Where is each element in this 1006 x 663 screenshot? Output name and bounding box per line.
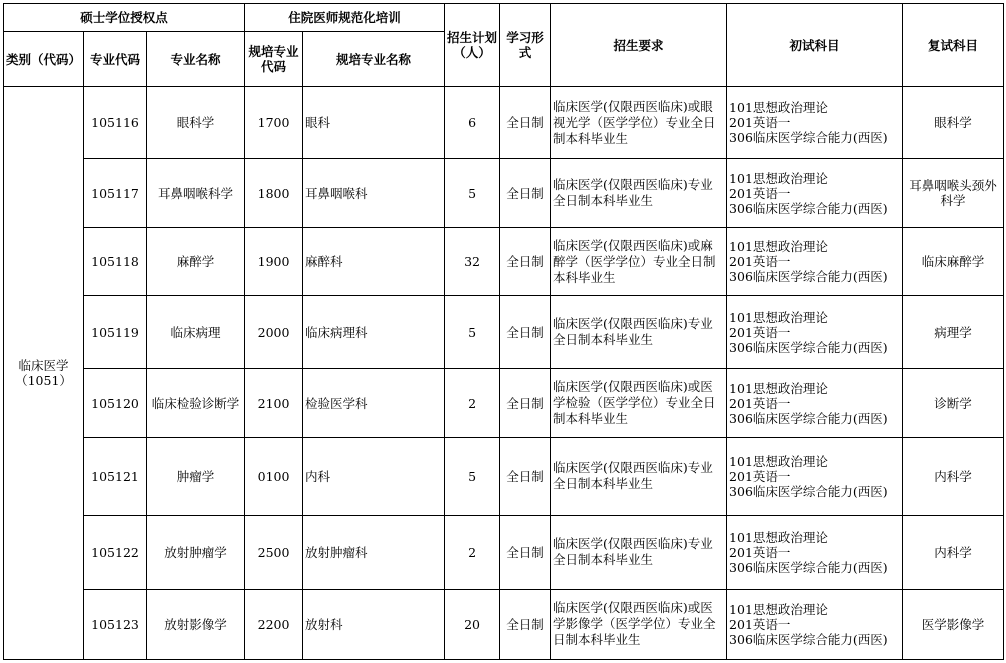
exam-subject: 101思想政治理论 [729, 453, 828, 469]
exam-subject: 306临床医学综合能力(西医) [729, 269, 888, 285]
retest-subject: 医学影像学 [903, 589, 1004, 659]
requirements: 临床医学(仅限西医临床)或医学影像学（医学学位）专业全日制本科毕业生 [551, 589, 727, 659]
header-degree-group: 硕士学位授权点 [4, 4, 245, 32]
major-code: 105118 [84, 228, 147, 296]
retest-subject: 眼科学 [903, 87, 1004, 159]
training-name: 放射科 [303, 589, 445, 659]
retest-subject: 病理学 [903, 296, 1004, 369]
retest-subject: 内科学 [903, 515, 1004, 589]
exam-subject: 306临床医学综合能力(西医) [729, 631, 888, 647]
exam-subject: 306临床医学综合能力(西医) [729, 483, 888, 499]
major-name: 耳鼻咽喉科学 [147, 159, 245, 228]
training-code: 2500 [245, 515, 303, 589]
header-requirements: 招生要求 [551, 4, 727, 87]
plan-count: 32 [445, 228, 500, 296]
study-mode: 全日制 [500, 589, 551, 659]
training-name: 麻醉科 [303, 228, 445, 296]
major-code: 105119 [84, 296, 147, 369]
exam-subject: 201英语一 [729, 468, 791, 484]
training-code: 1800 [245, 159, 303, 228]
first-exam-subjects [727, 369, 903, 437]
header-major-code: 专业代码 [84, 32, 147, 87]
exam-subject: 306临床医学综合能力(西医) [729, 130, 888, 146]
retest-subject: 临床麻醉学 [903, 228, 1004, 296]
study-mode: 全日制 [500, 369, 551, 437]
header-training-code: 规培专业代码 [245, 32, 303, 87]
retest-subject: 内科学 [903, 437, 1004, 515]
header-plan: 招生计划（人） [445, 4, 500, 87]
table-row [4, 87, 1004, 159]
study-mode: 全日制 [500, 515, 551, 589]
exam-subject: 201英语一 [729, 254, 791, 270]
table-body [4, 87, 1004, 660]
major-code: 105120 [84, 369, 147, 437]
table-row [4, 515, 1004, 589]
study-mode: 全日制 [500, 87, 551, 159]
table-row [4, 369, 1004, 437]
exam-subject: 101思想政治理论 [729, 100, 828, 116]
category-cell: 临床医学（1051） [4, 87, 84, 660]
plan-count: 2 [445, 515, 500, 589]
requirements: 临床医学(仅限西医临床)或医学检验（医学学位）专业全日制本科毕业生 [551, 369, 727, 437]
requirements: 临床医学(仅限西医临床)专业全日制本科毕业生 [551, 515, 727, 589]
study-mode: 全日制 [500, 159, 551, 228]
exam-subject: 306临床医学综合能力(西医) [729, 410, 888, 426]
retest-subject: 耳鼻咽喉头颈外科学 [903, 159, 1004, 228]
exam-subject: 201英语一 [729, 616, 791, 632]
training-code: 1700 [245, 87, 303, 159]
header-training-group: 住院医师规范化培训 [245, 4, 445, 32]
major-code: 105116 [84, 87, 147, 159]
table-row [4, 589, 1004, 659]
first-exam-subjects [727, 87, 903, 159]
exam-subject: 101思想政治理论 [729, 170, 828, 186]
exam-subject: 306临床医学综合能力(西医) [729, 200, 888, 216]
training-code: 1900 [245, 228, 303, 296]
training-name: 眼科 [303, 87, 445, 159]
admissions-table [3, 3, 1004, 660]
table-row [4, 296, 1004, 369]
major-name: 放射影像学 [147, 589, 245, 659]
exam-subject: 201英语一 [729, 324, 791, 340]
table-row [4, 437, 1004, 515]
major-name: 放射肿瘤学 [147, 515, 245, 589]
study-mode: 全日制 [500, 437, 551, 515]
major-code: 105121 [84, 437, 147, 515]
major-name: 肿瘤学 [147, 437, 245, 515]
major-code: 105117 [84, 159, 147, 228]
requirements: 临床医学(仅限西医临床)或麻醉学（医学学位）专业全日制本科毕业生 [551, 228, 727, 296]
major-name: 临床病理 [147, 296, 245, 369]
header-category: 类别（代码） [4, 32, 84, 87]
exam-subject: 101思想政治理论 [729, 239, 828, 255]
training-code: 0100 [245, 437, 303, 515]
study-mode: 全日制 [500, 296, 551, 369]
first-exam-subjects [727, 589, 903, 659]
header-retest: 复试科目 [903, 4, 1004, 87]
requirements: 临床医学(仅限西医临床)或眼视光学（医学学位）专业全日制本科毕业生 [551, 87, 727, 159]
header-training-name: 规培专业名称 [303, 32, 445, 87]
header-major-name: 专业名称 [147, 32, 245, 87]
exam-subject: 101思想政治理论 [729, 309, 828, 325]
exam-subject: 101思想政治理论 [729, 380, 828, 396]
training-code: 2200 [245, 589, 303, 659]
plan-count: 5 [445, 437, 500, 515]
first-exam-subjects [727, 437, 903, 515]
major-code: 105123 [84, 589, 147, 659]
table-row [4, 159, 1004, 228]
plan-count: 5 [445, 159, 500, 228]
header-first-exam: 初试科目 [727, 4, 903, 87]
training-name: 内科 [303, 437, 445, 515]
exam-subject: 101思想政治理论 [729, 601, 828, 617]
table-row [4, 228, 1004, 296]
retest-subject: 诊断学 [903, 369, 1004, 437]
plan-count: 2 [445, 369, 500, 437]
first-exam-subjects [727, 228, 903, 296]
training-name: 临床病理科 [303, 296, 445, 369]
training-name: 检验医学科 [303, 369, 445, 437]
exam-subject: 306临床医学综合能力(西医) [729, 339, 888, 355]
exam-subject: 101思想政治理论 [729, 529, 828, 545]
requirements: 临床医学(仅限西医临床)专业全日制本科毕业生 [551, 437, 727, 515]
plan-count: 6 [445, 87, 500, 159]
exam-subject: 201英语一 [729, 544, 791, 560]
header-study-mode: 学习形式 [500, 4, 551, 87]
first-exam-subjects [727, 159, 903, 228]
major-name: 临床检验诊断学 [147, 369, 245, 437]
training-name: 放射肿瘤科 [303, 515, 445, 589]
first-exam-subjects [727, 296, 903, 369]
training-code: 2100 [245, 369, 303, 437]
plan-count: 20 [445, 589, 500, 659]
exam-subject: 306临床医学综合能力(西医) [729, 559, 888, 575]
major-code: 105122 [84, 515, 147, 589]
plan-count: 5 [445, 296, 500, 369]
training-code: 2000 [245, 296, 303, 369]
requirements: 临床医学(仅限西医临床)专业全日制本科毕业生 [551, 296, 727, 369]
first-exam-subjects [727, 515, 903, 589]
major-name: 麻醉学 [147, 228, 245, 296]
training-name: 耳鼻咽喉科 [303, 159, 445, 228]
exam-subject: 201英语一 [729, 395, 791, 411]
requirements: 临床医学(仅限西医临床)专业全日制本科毕业生 [551, 159, 727, 228]
exam-subject: 201英语一 [729, 185, 791, 201]
exam-subject: 201英语一 [729, 115, 791, 131]
major-name: 眼科学 [147, 87, 245, 159]
study-mode: 全日制 [500, 228, 551, 296]
